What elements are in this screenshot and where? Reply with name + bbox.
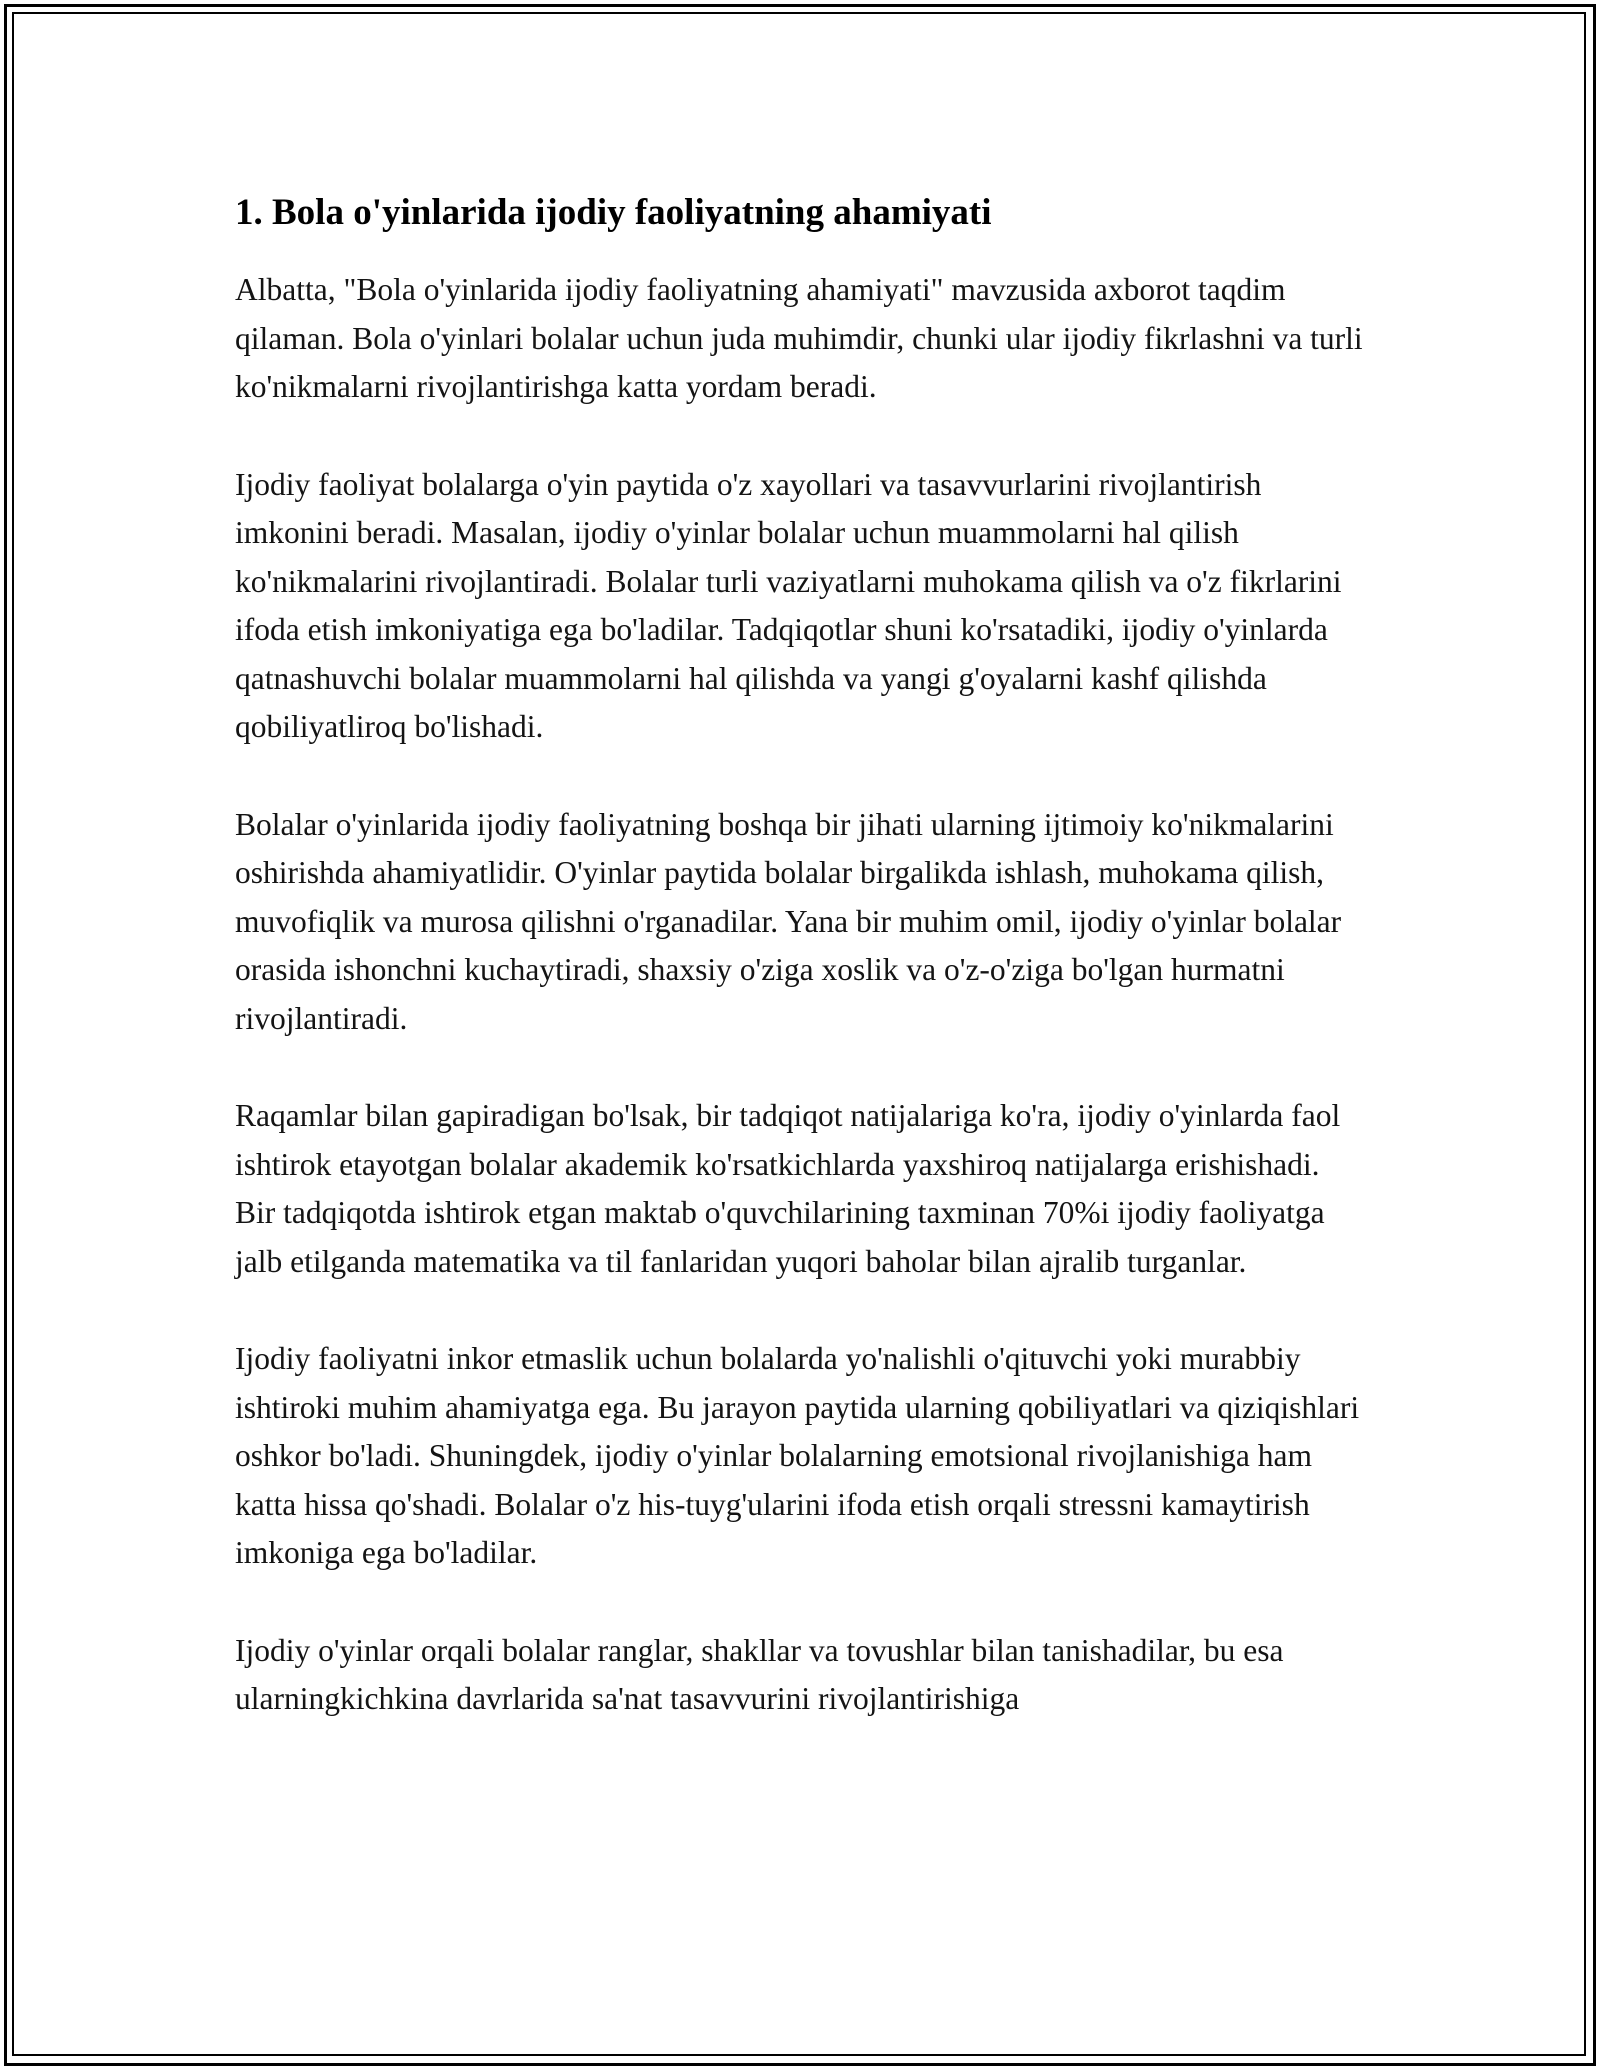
section-title: 1. Bola o'yinlarida ijodiy faoliyatning ahamiyati — [235, 192, 992, 233]
paragraph-social-skills: Bolalar o'yinlarida ijodiy faoliyatning boshqa bir jihati ularning ijtimoiy ko'nikmalarini oshirishda ahamiyatlidir. O'yinlar paytida bolalar birgalikda ishlash, muhokama qilish, muvofiqlik va murosa qilishni o'rganadilar. Yana bir muhim omil, ijodiy o'yinlar bolalar orasida ishonchni kuchaytiradi, shaxsiy o'ziga xoslik va o'z-o'ziga bo'lgan hurmatni rivojlantiradi. — [235, 806, 1342, 1036]
paragraph-teacher-role: Ijodiy faoliyatni inkor etmaslik uchun bolalarda yo'nalishli o'qituvchi yoki murabbiy ishtiroki muhim ahamiyatga ega. Bu jarayon paytida ularning qobiliyatlari va qiziqishlari oshkor bo'ladi. Shuningdek, ijodiy o'yinlar bolalarning emotsional rivojlanishiga ham katta hissa qo'shadi. Bolalar o'z his-tuyg'ularini ifoda etish orqali stressni kamaytirish imkoniga ega bo'ladilar. — [235, 1341, 1360, 1570]
document-body — [235, 188, 1365, 1773]
paragraph-intro: Albatta, "Bola o'yinlarida ijodiy faoliyatning ahamiyati" mavzusida axborot taqdim qilaman. Bola o'yinlari bolalar uchun juda muhimdir, chunki ular ijodiy fikrlashni va turli ko'nikmalarni rivojlantirishga katta yordam beradi. — [235, 272, 1363, 404]
paragraph-art-perception: Ijodiy o'yinlar orqali bolalar ranglar, shakllar va tovushlar bilan tanishadilar, bu esa ularningkichkina davrlarida sa'nat tasavvurini rivojlantirishiga — [235, 1632, 1284, 1716]
paragraph-imagination: Ijodiy faoliyat bolalarga o'yin paytida o'z xayollari va tasavvurlarini rivojlantirish imkonini beradi. Masalan, ijodiy o'yinlar bolalar uchun muammolarni hal qilish ko'nikmalarini rivojlantiradi. Bolalar turli vaziyatlarni muhokama qilish va o'z fikrlarini ifoda etish imkoniyatiga ega bo'ladilar. Tadqiqotlar shuni ko'rsatadiki, ijodiy o'yinlarda qatnashuvchi bolalar muammolarni hal qilishda va yangi g'oyalarni kashf qilishda qobiliyatliroq bo'lishadi. — [235, 466, 1342, 744]
paragraph-research-numbers: Raqamlar bilan gapiradigan bo'lsak, bir tadqiqot natijalariga ko'ra, ijodiy o'yinlarda faol ishtirok etayotgan bolalar akademik ko'rsatkichlarda yaxshiroq natijalarga erishishadi. Bir tadqiqotda ishtirok etgan maktab o'quvchilarining taxminan 70%i ijodiy faoliyatga jalb etilganda matematika va til fanlaridan yuqori baholar bilan ajralib turganlar. — [235, 1098, 1341, 1279]
